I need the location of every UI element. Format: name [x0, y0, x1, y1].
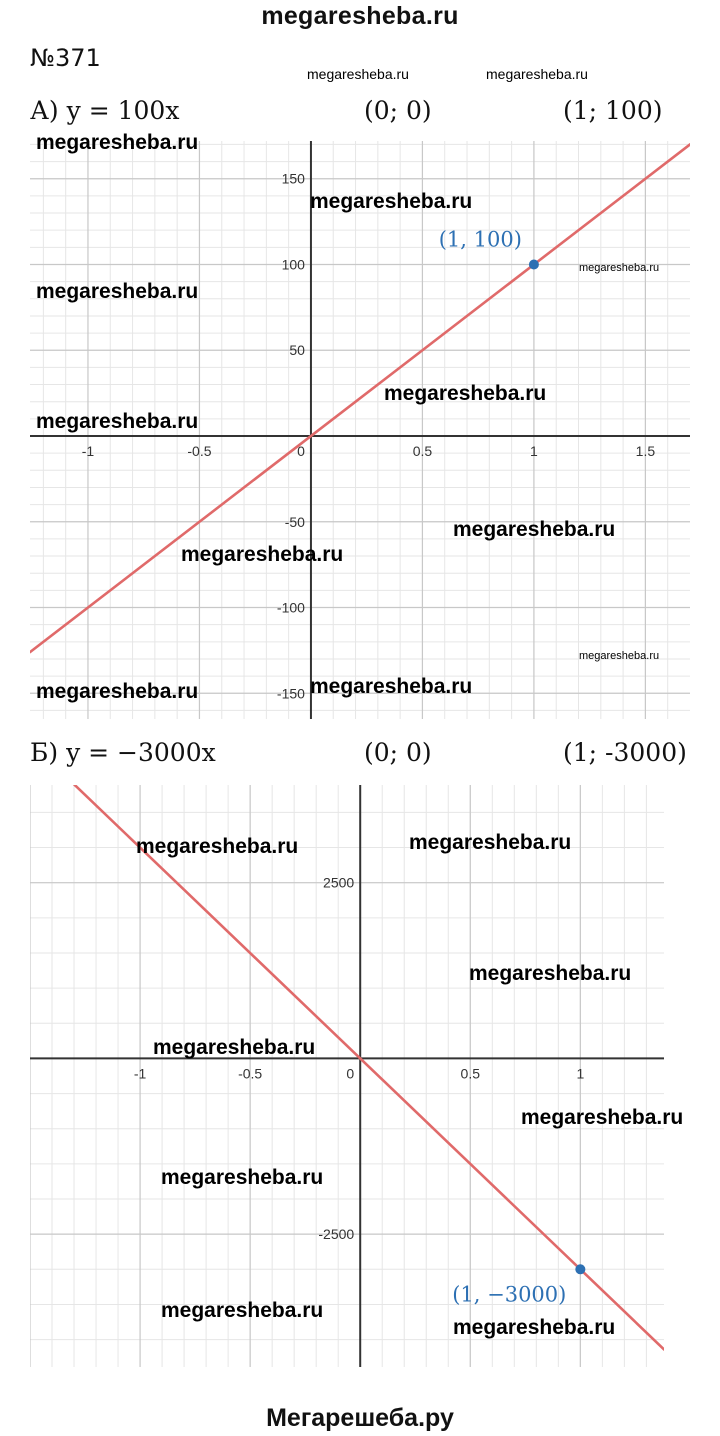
watermark: megaresheba.ru [161, 1299, 324, 1322]
watermark: megaresheba.ru [161, 1166, 324, 1189]
part-a-label [30, 96, 179, 125]
part-a-point1: (0; 0) [364, 96, 432, 125]
watermark: megaresheba.ru [469, 962, 632, 985]
watermark: megaresheba.ru [153, 1036, 316, 1059]
watermark: megaresheba.ru [310, 190, 473, 213]
watermark: megaresheba.ru [136, 835, 299, 858]
part-a-letter: А) [30, 96, 59, 125]
watermark: megaresheba.ru [453, 518, 616, 541]
watermark: megaresheba.ru [384, 382, 547, 405]
part-b-letter: Б) [30, 738, 59, 767]
footer-title: Мегарешеба.ру [266, 1404, 454, 1432]
x-tick-label: 0 [297, 443, 305, 460]
data-point [529, 259, 539, 269]
y-tick-label: 100 [281, 256, 305, 273]
data-point-label: (1, −3000) [452, 1282, 567, 1307]
data-point-label: (1, 100) [438, 227, 522, 252]
part-b-equation: y = −3000x [66, 738, 216, 767]
watermark: megaresheba.ru [486, 66, 588, 82]
x-tick-label: 1 [576, 1065, 585, 1082]
x-tick-label: 0.5 [460, 1065, 481, 1082]
part-a-equation: y = 100x [66, 96, 180, 125]
y-tick-label: -150 [276, 685, 305, 702]
watermark: megaresheba.ru [181, 543, 344, 566]
watermark: megaresheba.ru [36, 680, 199, 703]
y-tick-label: -50 [284, 513, 305, 530]
watermark: megaresheba.ru [453, 1316, 616, 1339]
x-tick-label: 1.5 [635, 443, 656, 460]
problem-number: №371 [30, 44, 101, 72]
watermark: megaresheba.ru [409, 831, 572, 854]
part-b-point2: (1; -3000) [563, 738, 687, 767]
watermark: megaresheba.ru [36, 410, 199, 433]
y-tick-label: 50 [289, 342, 305, 359]
y-tick-label: 2500 [323, 874, 355, 891]
watermark: megaresheba.ru [36, 280, 199, 303]
y-tick-label: 150 [281, 170, 305, 187]
part-a-point2: (1; 100) [563, 96, 663, 125]
y-tick-label: -100 [276, 599, 305, 616]
x-tick-label: 0 [346, 1065, 355, 1082]
chart-b [30, 785, 664, 1367]
site-title: megaresheba.ru [261, 2, 459, 30]
part-b-point1: (0; 0) [364, 738, 432, 767]
watermark: megaresheba.ru [310, 675, 473, 698]
watermark: megaresheba.ru [307, 66, 409, 82]
x-tick-label: -0.5 [187, 443, 212, 460]
x-tick-label: -1 [133, 1065, 147, 1082]
function-line [30, 144, 690, 652]
watermark: megaresheba.ru [579, 262, 660, 274]
x-tick-label: -0.5 [238, 1065, 263, 1082]
watermark: megaresheba.ru [36, 131, 199, 154]
watermark: megaresheba.ru [521, 1106, 684, 1129]
x-tick-label: 0.5 [412, 443, 433, 460]
data-point [575, 1264, 585, 1274]
y-tick-label: -2500 [318, 1226, 355, 1243]
x-tick-label: -1 [81, 443, 95, 460]
watermark: megaresheba.ru [579, 650, 660, 662]
part-b-label [30, 738, 216, 767]
x-tick-label: 1 [530, 443, 538, 460]
